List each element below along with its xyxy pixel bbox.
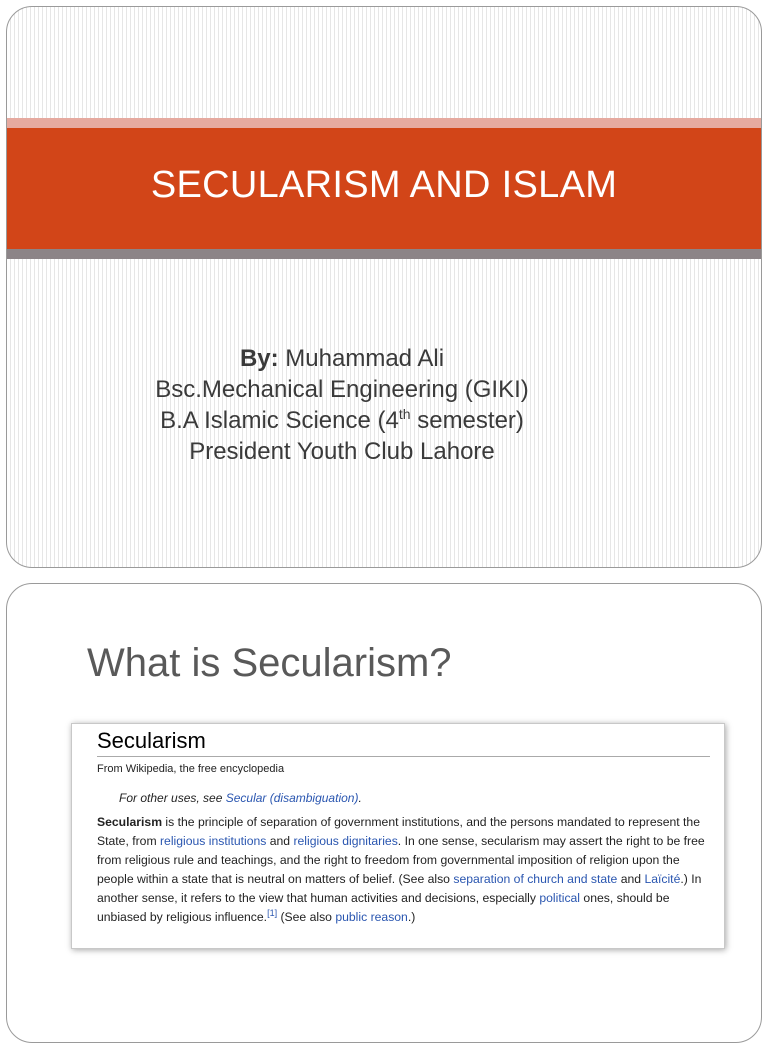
byline-degree: Bsc.Mechanical Engineering (GIKI) <box>155 376 529 403</box>
link-laicite[interactable]: Laïcité <box>644 872 681 886</box>
byline-study: B.A Islamic Science (4th semester) <box>160 406 524 434</box>
title-band-bottom-stripe <box>7 249 761 259</box>
wikipedia-excerpt <box>71 723 725 949</box>
link-separation-church-state[interactable]: separation of church and state <box>453 872 618 886</box>
citation-1[interactable]: [1] <box>267 908 278 918</box>
author-byline <box>67 343 617 467</box>
link-political[interactable]: political <box>539 891 581 905</box>
content-slide <box>6 583 762 1043</box>
link-religious-institutions[interactable]: religious institutions <box>160 834 267 848</box>
title-band-top-stripe <box>7 118 761 128</box>
title-slide <box>6 6 762 568</box>
byline-author-line <box>67 343 617 374</box>
wiki-term: Secularism <box>97 815 163 829</box>
by-label: By: <box>239 345 279 372</box>
wiki-subtitle: From Wikipedia, the free encyclopedia <box>97 763 285 775</box>
wiki-paragraph: Secularism is the principle of separation of government institutions, and the persons mandated to represent the State, from religious institutions and religious dignitaries. In one sense, secularism may assert the right to be free from religious rule and teachings, and the right to freedom from governmental imposition of religion upon the people within a state that is neutral on matters of belief. (See also separation of church and state and Laïcité.) In another sense, it refers to the view that human activities and decisions, especially political ones, should be unbiased by religious influence.[1] (See also public reason.) <box>97 815 705 924</box>
link-secular-disambiguation[interactable]: Secular (disambiguation) <box>225 791 359 805</box>
link-religious-dignitaries[interactable]: religious dignitaries <box>293 834 398 848</box>
wiki-hatnote: For other uses, see Secular (disambiguation). <box>119 791 362 805</box>
slide-title: SECULARISM AND ISLAM <box>150 164 618 206</box>
link-public-reason[interactable]: public reason <box>335 910 408 924</box>
author-name: Muhammad Ali <box>285 345 445 372</box>
wiki-article-title: Secularism <box>97 728 710 757</box>
byline-position: President Youth Club Lahore <box>189 438 495 465</box>
slide-heading: What is Secularism? <box>87 641 452 685</box>
